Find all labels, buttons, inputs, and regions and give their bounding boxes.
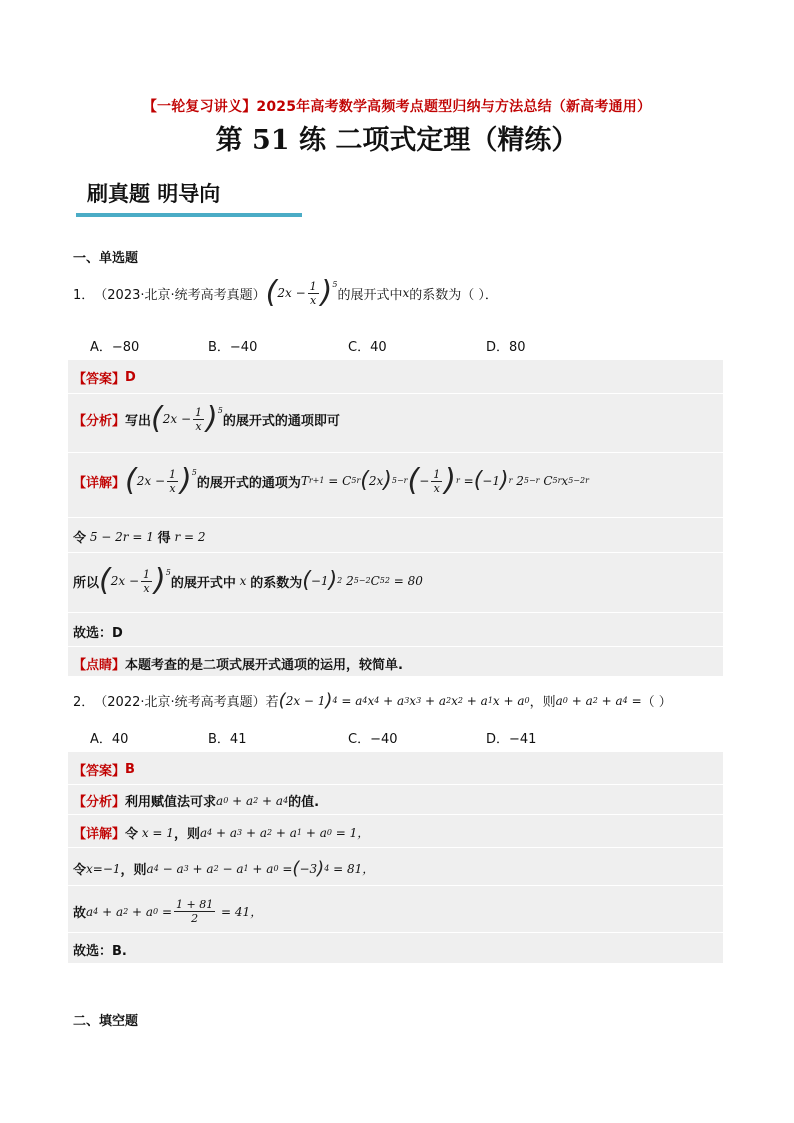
option-d[interactable]: D．−41 (486, 732, 537, 747)
part-single-choice: 一、单选题 (73, 251, 139, 266)
detail-label: 【详解】 (73, 827, 126, 842)
row-divider (68, 847, 723, 848)
equation-result: r = 2 (170, 529, 206, 544)
series-tag: 【一轮复习讲义】 (142, 99, 257, 115)
assignment: x = 1 (138, 825, 174, 840)
question-1-stem: 1． （2023·北京·统考高考真题） ( 2x − $\frac{1}{x}$ ) 5 的展开式中 x 的系数为（ ）． (73, 275, 498, 310)
q1-conclusion: 故选：D (73, 626, 123, 641)
alternating-sum-equation: a 4 − a 3 + a 2 − a 1 + a 0 = ( −3 ) 4 = 81， (146, 857, 375, 879)
q1-comment-row: 【点睛】 本题考查的是二项式展开式通项的运用，较简单. (73, 654, 403, 673)
q2-answer-row (73, 760, 135, 779)
option-c[interactable]: C．−40 (348, 732, 398, 747)
question-source: （2022·北京·统考高考真题） (94, 695, 266, 710)
target-sum: a 0 + a 2 + a 4 (216, 793, 289, 808)
row-divider (68, 517, 723, 518)
series-title: 2025年高考数学高频考点题型归纳与方法总结（新高考通用） (256, 99, 652, 115)
detail-label: 【详解】 (73, 475, 126, 491)
question-2-stem: 2． （2022·北京·统考高考真题） 若 ( 2x − 1 ) 4 = a 4 x 4 + a 3 x 3 + a 2 x 2 + a 1 x + a 0 ，则 a 0 + a 2 + a 4 = （ ） (73, 689, 672, 711)
binomial-expression: ( 2x − $\frac{1}{x}$ ) 5 (99, 563, 171, 598)
row-divider (68, 393, 723, 394)
answer-value: D (125, 370, 136, 385)
general-term-formula: T r+1 = C 5 r ( 2x ) 5−r ( − $\frac{1}{x}$ ) r = ( −1 ) r 2 5−r C 5 r x 5−2r (300, 463, 589, 498)
part-fill-blank: 二、填空题 (73, 1014, 139, 1029)
option-b[interactable]: B．−40 (208, 340, 258, 355)
row-divider (68, 784, 723, 785)
binomial-expression: ( 2x − $\frac{1}{x}$ ) 5 (125, 463, 197, 498)
row-divider (68, 452, 723, 453)
binomial-expression: ( 2x − $\frac{1}{x}$ ) 5 (151, 401, 223, 436)
final-sum-equation: a 4 + a 2 + a 0 = $\frac{1 + 81}{2}$ = 41， (86, 898, 263, 925)
option-d[interactable]: D．80 (486, 340, 526, 355)
option-b[interactable]: B．41 (208, 732, 247, 747)
sum-equation: a 4 + a 3 + a 2 + a 1 + a 0 = 1， (199, 825, 370, 840)
option-a[interactable]: A．40 (90, 732, 129, 747)
q2-detail-row: 【详解】 令 x = 1 ，则 a 4 + a 3 + a 2 + a 1 + a 0 = 1， (73, 823, 369, 842)
q1-step1-row: 令 5 − 2r = 1 得 r = 2 (73, 529, 206, 546)
page-title: 第 51 练 二项式定理（精练） (215, 125, 579, 156)
analysis-label: 【分析】 (73, 413, 126, 429)
question-source: （2023·北京·统考高考真题） (94, 287, 266, 303)
row-divider (68, 932, 723, 933)
row-divider (68, 814, 723, 815)
q2-step2-row: 故 a 4 + a 2 + a 0 = $\frac{1 + 81}{2}$ = 41， (73, 898, 263, 925)
analysis-label: 【分析】 (73, 795, 126, 810)
row-divider (68, 885, 723, 886)
q1-analysis-row: 【分析】 写出 ( 2x − $\frac{1}{x}$ ) 5 的展开式的通项即可 (73, 401, 340, 436)
series-header (0, 96, 794, 116)
answer-label: 【答案】 (73, 372, 126, 387)
q1-step2-row: 所以 ( 2x − $\frac{1}{x}$ ) 5 的展开式中 x 的系数为 ( −1 ) 2 2 5−2 C 5 2 = 80 (73, 563, 423, 598)
equation-condition: 5 − 2r = 1 (86, 529, 158, 544)
answer-label: 【答案】 (73, 764, 126, 779)
question-number: 2． (73, 695, 95, 710)
coefficient-formula: ( −1 ) 2 2 5−2 C 5 2 = 80 (302, 568, 423, 593)
section-banner: 刷真题 明导向 (87, 182, 221, 206)
polynomial-identity: ( 2x − 1 ) 4 = a 4 x 4 + a 3 x 3 + a 2 x 2 + a 1 x + a 0 (278, 689, 530, 711)
row-divider (68, 552, 723, 553)
q1-detail-row: 【详解】 ( 2x − $\frac{1}{x}$ ) 5 的展开式的通项为 T r+1 = C 5 r ( 2x ) 5−r ( − $\frac{1}{x}$ ) r = ( −1 ) r 2 5−r C 5 r x 5−2r (73, 463, 589, 498)
option-a[interactable]: A．−80 (90, 340, 140, 355)
answer-value: B (125, 762, 135, 777)
option-c[interactable]: C．40 (348, 340, 387, 355)
assignment: x=−1 (86, 861, 121, 876)
q2-step1-row: 令 x=−1 ，则 a 4 − a 3 + a 2 − a 1 + a 0 = ( −3 ) 4 = 81， (73, 857, 375, 879)
q2-analysis-row: 【分析】 利用赋值法可求 a 0 + a 2 + a 4 的值. (73, 791, 319, 810)
banner-underline (76, 213, 302, 217)
binomial-expression: ( 2x − $\frac{1}{x}$ ) 5 (265, 275, 338, 310)
row-divider (68, 646, 723, 647)
row-divider (68, 612, 723, 613)
comment-label: 【点睛】 (73, 658, 126, 673)
target-sum: a 0 + a 2 + a 4 = (555, 693, 642, 708)
q2-conclusion: 故选：B. (73, 944, 127, 959)
question-number: 1． (73, 287, 95, 303)
q1-answer-row (73, 368, 136, 387)
